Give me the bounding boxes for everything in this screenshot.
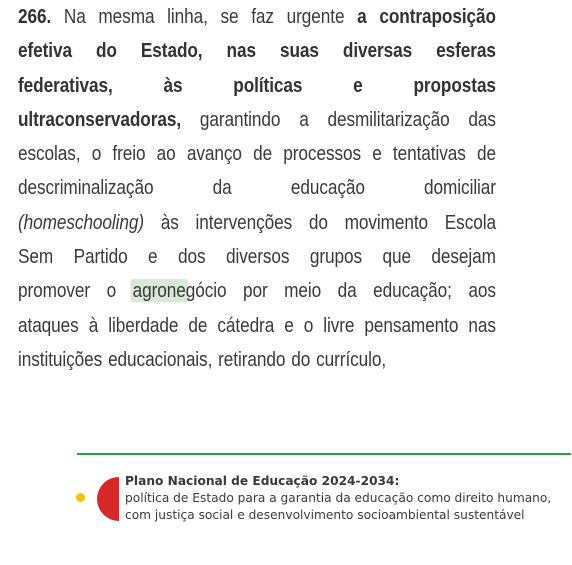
- word: à: [88, 313, 99, 337]
- paragraph-line: [18, 240, 496, 274]
- word: o: [303, 313, 314, 337]
- word: a: [299, 107, 309, 131]
- half-circle-logo-icon: [96, 477, 119, 521]
- word: e: [353, 73, 363, 97]
- word: educação: [290, 176, 365, 200]
- word: cátedra: [217, 313, 275, 337]
- word: escolas,: [18, 142, 81, 166]
- word: nas: [468, 313, 496, 337]
- paragraph-line: [18, 343, 496, 377]
- word: Estado,: [140, 39, 203, 63]
- word: políticas: [233, 73, 303, 97]
- word: propostas: [413, 73, 496, 97]
- word: do: [291, 347, 311, 371]
- word: aos: [468, 279, 496, 303]
- paragraph-line: [18, 171, 496, 205]
- word: às: [163, 73, 183, 97]
- word: linha,: [167, 5, 208, 28]
- word: diversos: [225, 245, 290, 269]
- paragraph-line: [18, 206, 496, 240]
- paragraph-line: [18, 34, 496, 68]
- paragraph-line: [18, 69, 496, 103]
- word: do: [308, 210, 328, 234]
- word: das: [468, 107, 496, 131]
- word: da: [337, 279, 357, 303]
- word: desmilitarização: [327, 107, 450, 131]
- word: contraposição: [379, 5, 496, 28]
- word: dos: [177, 245, 206, 269]
- highlighted-word: [133, 274, 227, 308]
- word: freio: [112, 142, 146, 166]
- word: suas: [279, 39, 319, 63]
- word: descriminalização: [18, 176, 154, 200]
- word: Na: [63, 5, 86, 28]
- word: Partido: [73, 245, 128, 269]
- word: domiciliar: [424, 176, 496, 200]
- word: instituições: [18, 347, 103, 371]
- paragraph-line: [18, 103, 496, 137]
- word: currículo,: [316, 347, 387, 371]
- word: e: [372, 142, 382, 166]
- word: por: [242, 279, 268, 303]
- yellow-dot-icon: [76, 493, 85, 502]
- word: e: [148, 245, 158, 269]
- word: 266.: [18, 5, 52, 28]
- word: que: [382, 245, 411, 269]
- word: nas: [226, 39, 256, 63]
- word: faz: [251, 5, 274, 28]
- word: ao: [156, 142, 176, 166]
- search-highlight: agrone: [132, 279, 186, 303]
- footer-title: Plano Nacional de Educação 2024-2034:: [125, 474, 400, 488]
- word: educação;: [373, 279, 452, 303]
- word: se: [220, 5, 239, 28]
- word: (homeschooling): [18, 210, 145, 234]
- word: retirando: [218, 347, 286, 371]
- word: meio: [284, 279, 322, 303]
- footer-line-1: política de Estado para a garantia da educação como direito humano,: [125, 491, 552, 505]
- word: efetiva: [18, 39, 72, 63]
- footer-divider: [77, 453, 571, 455]
- paragraph-266: [18, 0, 496, 377]
- word: avanço: [186, 142, 242, 166]
- word-remainder: gócio: [185, 279, 227, 303]
- word: grupos: [309, 245, 363, 269]
- word: do: [96, 39, 117, 63]
- word: de: [188, 313, 208, 337]
- word: ataques: [18, 313, 79, 337]
- footer-caption: [125, 473, 551, 524]
- word: ultraconservadoras,: [18, 107, 182, 131]
- word: às: [160, 210, 179, 234]
- paragraph-line: [18, 274, 496, 308]
- word: de: [253, 142, 273, 166]
- word: processos: [283, 142, 362, 166]
- word: a: [357, 5, 367, 28]
- word: intervenções: [195, 210, 293, 234]
- paragraph-line: [18, 137, 496, 171]
- word: urgente: [286, 5, 345, 28]
- word: garantindo: [199, 107, 281, 131]
- word: e: [284, 313, 294, 337]
- word: liberdade: [108, 313, 179, 337]
- word: da: [212, 176, 232, 200]
- word: federativas,: [18, 73, 113, 97]
- word: livre: [323, 313, 355, 337]
- word: esferas: [436, 39, 496, 63]
- word: o: [106, 279, 117, 303]
- word: Escola: [444, 210, 496, 234]
- word: diversas: [342, 39, 413, 63]
- word: pensamento: [364, 313, 459, 337]
- paragraph-line: [18, 309, 496, 343]
- word: promover: [18, 279, 91, 303]
- word: de: [476, 142, 496, 166]
- word: o: [91, 142, 102, 166]
- word: Sem: [18, 245, 54, 269]
- footer-line-2: com justiça social e desenvolvimento socioambiental sustentável: [125, 508, 525, 522]
- paragraph-line: [18, 0, 496, 34]
- word: tentativas: [392, 142, 466, 166]
- word: movimento: [344, 210, 429, 234]
- word: mesma: [98, 5, 155, 28]
- word: desejam: [431, 245, 496, 269]
- word: educacionais,: [108, 347, 213, 371]
